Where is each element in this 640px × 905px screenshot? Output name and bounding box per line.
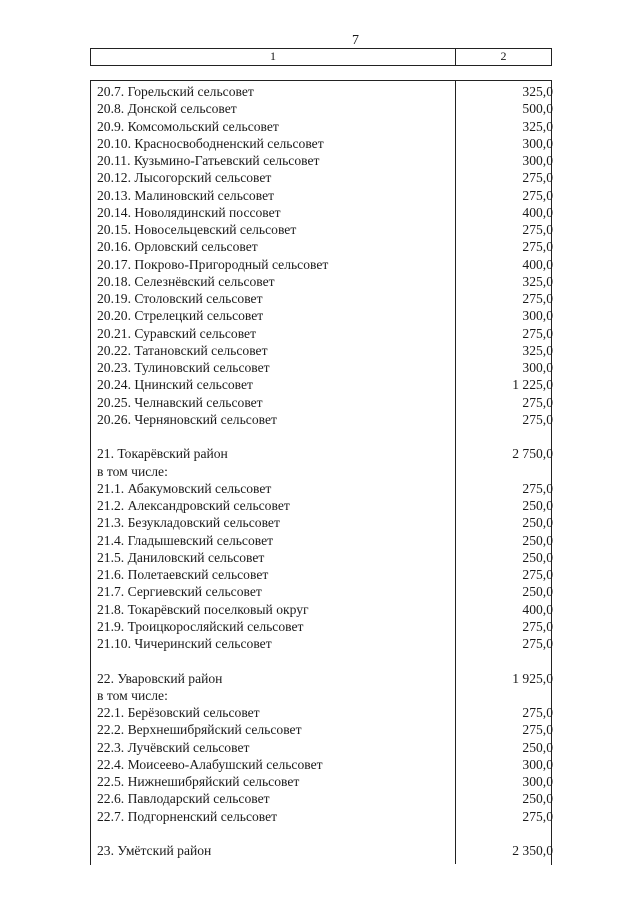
row-value: 275,0 — [522, 636, 553, 651]
table-header — [90, 48, 552, 66]
table-row — [97, 721, 557, 738]
table-row — [97, 204, 557, 221]
row-name: 21.5. Даниловский сельсовет — [97, 549, 265, 565]
row-value: 275,0 — [522, 187, 553, 203]
table-row — [97, 118, 557, 135]
row-name: 20.15. Новосельцевский сельсовет — [97, 222, 297, 237]
table-row — [97, 652, 557, 669]
row-name — [97, 428, 453, 445]
table-row — [97, 497, 557, 514]
row-value: 275,0 — [522, 618, 553, 634]
row-value: 275,0 — [522, 170, 553, 186]
row-name — [97, 652, 453, 669]
row-value: 275,0 — [522, 705, 553, 720]
table-row — [97, 618, 557, 635]
row-value — [453, 687, 557, 704]
row-name: 20.19. Столовский сельсовет — [97, 291, 263, 306]
row-name: 20.13. Малиновский сельсовет — [97, 187, 275, 203]
table-body — [97, 83, 557, 859]
row-value: 275,0 — [522, 480, 553, 496]
row-value: 1 925,0 — [512, 670, 553, 686]
row-value — [453, 652, 557, 669]
row-name: 20.18. Селезнёвский сельсовет — [97, 273, 275, 289]
header-col-2: 2 — [500, 49, 507, 63]
row-value: 325,0 — [522, 118, 553, 134]
row-name: в том числе: — [97, 463, 168, 479]
row-value: 250,0 — [522, 549, 553, 565]
row-value: 300,0 — [522, 774, 553, 789]
table-row — [97, 773, 557, 790]
row-value: 275,0 — [522, 325, 553, 341]
table-row — [97, 514, 557, 531]
table-row — [97, 135, 557, 152]
table-row — [97, 445, 557, 462]
row-value: 500,0 — [522, 101, 553, 117]
row-name: 22.6. Павлодарский сельсовет — [97, 791, 270, 807]
row-name: 20.12. Лысогорский сельсовет — [97, 170, 272, 186]
row-value: 275,0 — [522, 222, 553, 237]
row-name: 21.1. Абакумовский сельсовет — [97, 480, 272, 496]
table-row — [97, 428, 557, 445]
table-row — [97, 463, 557, 480]
row-name: 22.3. Лучёвский сельсовет — [97, 739, 250, 755]
table-row — [97, 670, 557, 687]
row-name: 20.23. Тулиновский сельсовет — [97, 360, 270, 375]
row-name — [97, 825, 453, 842]
row-value: 300,0 — [522, 135, 553, 151]
table-row — [97, 842, 557, 859]
table-row — [97, 359, 557, 376]
table-row — [97, 756, 557, 773]
row-name: 20.7. Горельский сельсовет — [97, 84, 254, 99]
row-name: 23. Умётский район — [97, 843, 212, 858]
table-row — [97, 739, 557, 756]
row-name: 22. Уваровский район — [97, 670, 223, 686]
row-value: 275,0 — [522, 808, 553, 824]
row-name: 21.2. Александровский сельсовет — [97, 498, 290, 513]
table-row — [97, 411, 557, 428]
table-row — [97, 635, 557, 652]
row-value — [453, 825, 557, 842]
table-row — [97, 152, 557, 169]
table-row — [97, 325, 557, 342]
row-value: 400,0 — [522, 204, 553, 220]
row-value: 275,0 — [522, 411, 553, 427]
row-value: 250,0 — [522, 515, 553, 531]
row-name: 20.24. Цнинский сельсовет — [97, 377, 253, 393]
row-value: 300,0 — [522, 308, 553, 324]
row-value: 325,0 — [522, 273, 553, 289]
row-value: 325,0 — [522, 84, 553, 99]
row-value: 400,0 — [522, 256, 553, 272]
table-row — [97, 169, 557, 186]
row-value: 300,0 — [522, 153, 553, 168]
row-name: 22.5. Нижнешибряйский сельсовет — [97, 774, 300, 789]
row-name: 20.9. Комсомольский сельсовет — [97, 118, 279, 134]
row-name: 22.7. Подгорненский сельсовет — [97, 808, 278, 824]
row-name: 20.25. Челнавский сельсовет — [97, 394, 263, 410]
row-value: 275,0 — [522, 291, 553, 306]
row-name: 21.9. Троицкоросляйский сельсовет — [97, 618, 304, 634]
row-name: 21.7. Сергиевский сельсовет — [97, 584, 262, 600]
row-value: 275,0 — [522, 722, 553, 738]
row-value: 300,0 — [522, 756, 553, 772]
row-value: 2 350,0 — [512, 843, 553, 858]
row-value: 250,0 — [522, 584, 553, 600]
row-name: 20.11. Кузьмино-Гатьевский сельсовет — [97, 153, 320, 168]
row-name: 20.16. Орловский сельсовет — [97, 239, 258, 255]
row-name: 20.8. Донской сельсовет — [97, 101, 237, 117]
row-name: 20.17. Покрово-Пригородный сельсовет — [97, 256, 329, 272]
row-value: 250,0 — [522, 791, 553, 807]
table-row — [97, 83, 557, 100]
row-value: 400,0 — [522, 601, 553, 617]
table-row — [97, 704, 557, 721]
table-row — [97, 549, 557, 566]
table-row — [97, 601, 557, 618]
table-row — [97, 790, 557, 807]
row-name: 22.4. Моисеево-Алабушский сельсовет — [97, 756, 323, 772]
row-name: 20.26. Черняновский сельсовет — [97, 411, 277, 427]
table-row — [97, 566, 557, 583]
table-row — [97, 238, 557, 255]
table-row — [97, 825, 557, 842]
row-value: 2 750,0 — [512, 446, 553, 462]
row-value: 300,0 — [522, 360, 553, 375]
row-name: 22.1. Берёзовский сельсовет — [97, 705, 260, 720]
table-row — [97, 307, 557, 324]
table-row — [97, 187, 557, 204]
row-value — [453, 463, 557, 480]
row-name: 20.10. Красносвободненский сельсовет — [97, 135, 324, 151]
table-row — [97, 808, 557, 825]
row-name: 20.22. Татановский сельсовет — [97, 342, 268, 358]
row-value: 250,0 — [522, 739, 553, 755]
row-value: 275,0 — [522, 394, 553, 410]
row-name: 20.20. Стрелецкий сельсовет — [97, 308, 264, 324]
row-name: 20.21. Суравский сельсовет — [97, 325, 257, 341]
row-value: 250,0 — [522, 532, 553, 548]
row-name: 21.8. Токарёвский поселковый округ — [97, 601, 309, 617]
row-value: 1 225,0 — [512, 377, 553, 393]
row-name: 21.4. Гладышевский сельсовет — [97, 532, 274, 548]
table-row — [97, 290, 557, 307]
row-value — [453, 428, 557, 445]
row-value: 250,0 — [522, 498, 553, 513]
row-value: 275,0 — [522, 239, 553, 255]
table-row — [97, 394, 557, 411]
table-row — [97, 480, 557, 497]
table-row — [97, 687, 557, 704]
row-value: 325,0 — [522, 342, 553, 358]
row-name: 21.6. Полетаевский сельсовет — [97, 567, 269, 582]
table-row — [97, 376, 557, 393]
table-row — [97, 342, 557, 359]
table-row — [97, 100, 557, 117]
header-col-1: 1 — [91, 49, 456, 65]
row-name: 21. Токарёвский район — [97, 446, 228, 462]
row-name: 22.2. Верхнешибряйский сельсовет — [97, 722, 302, 738]
page-number: 7 — [352, 33, 359, 48]
table-row — [97, 583, 557, 600]
row-name: 21.3. Безукладовский сельсовет — [97, 515, 280, 531]
row-name: 20.14. Новолядинский поссовет — [97, 204, 281, 220]
table-row — [97, 532, 557, 549]
row-name: 21.10. Чичеринский сельсовет — [97, 636, 272, 651]
table-row — [97, 256, 557, 273]
table-row — [97, 221, 557, 238]
row-name: в том числе: — [97, 687, 168, 703]
table-row — [97, 273, 557, 290]
row-value: 275,0 — [522, 567, 553, 582]
